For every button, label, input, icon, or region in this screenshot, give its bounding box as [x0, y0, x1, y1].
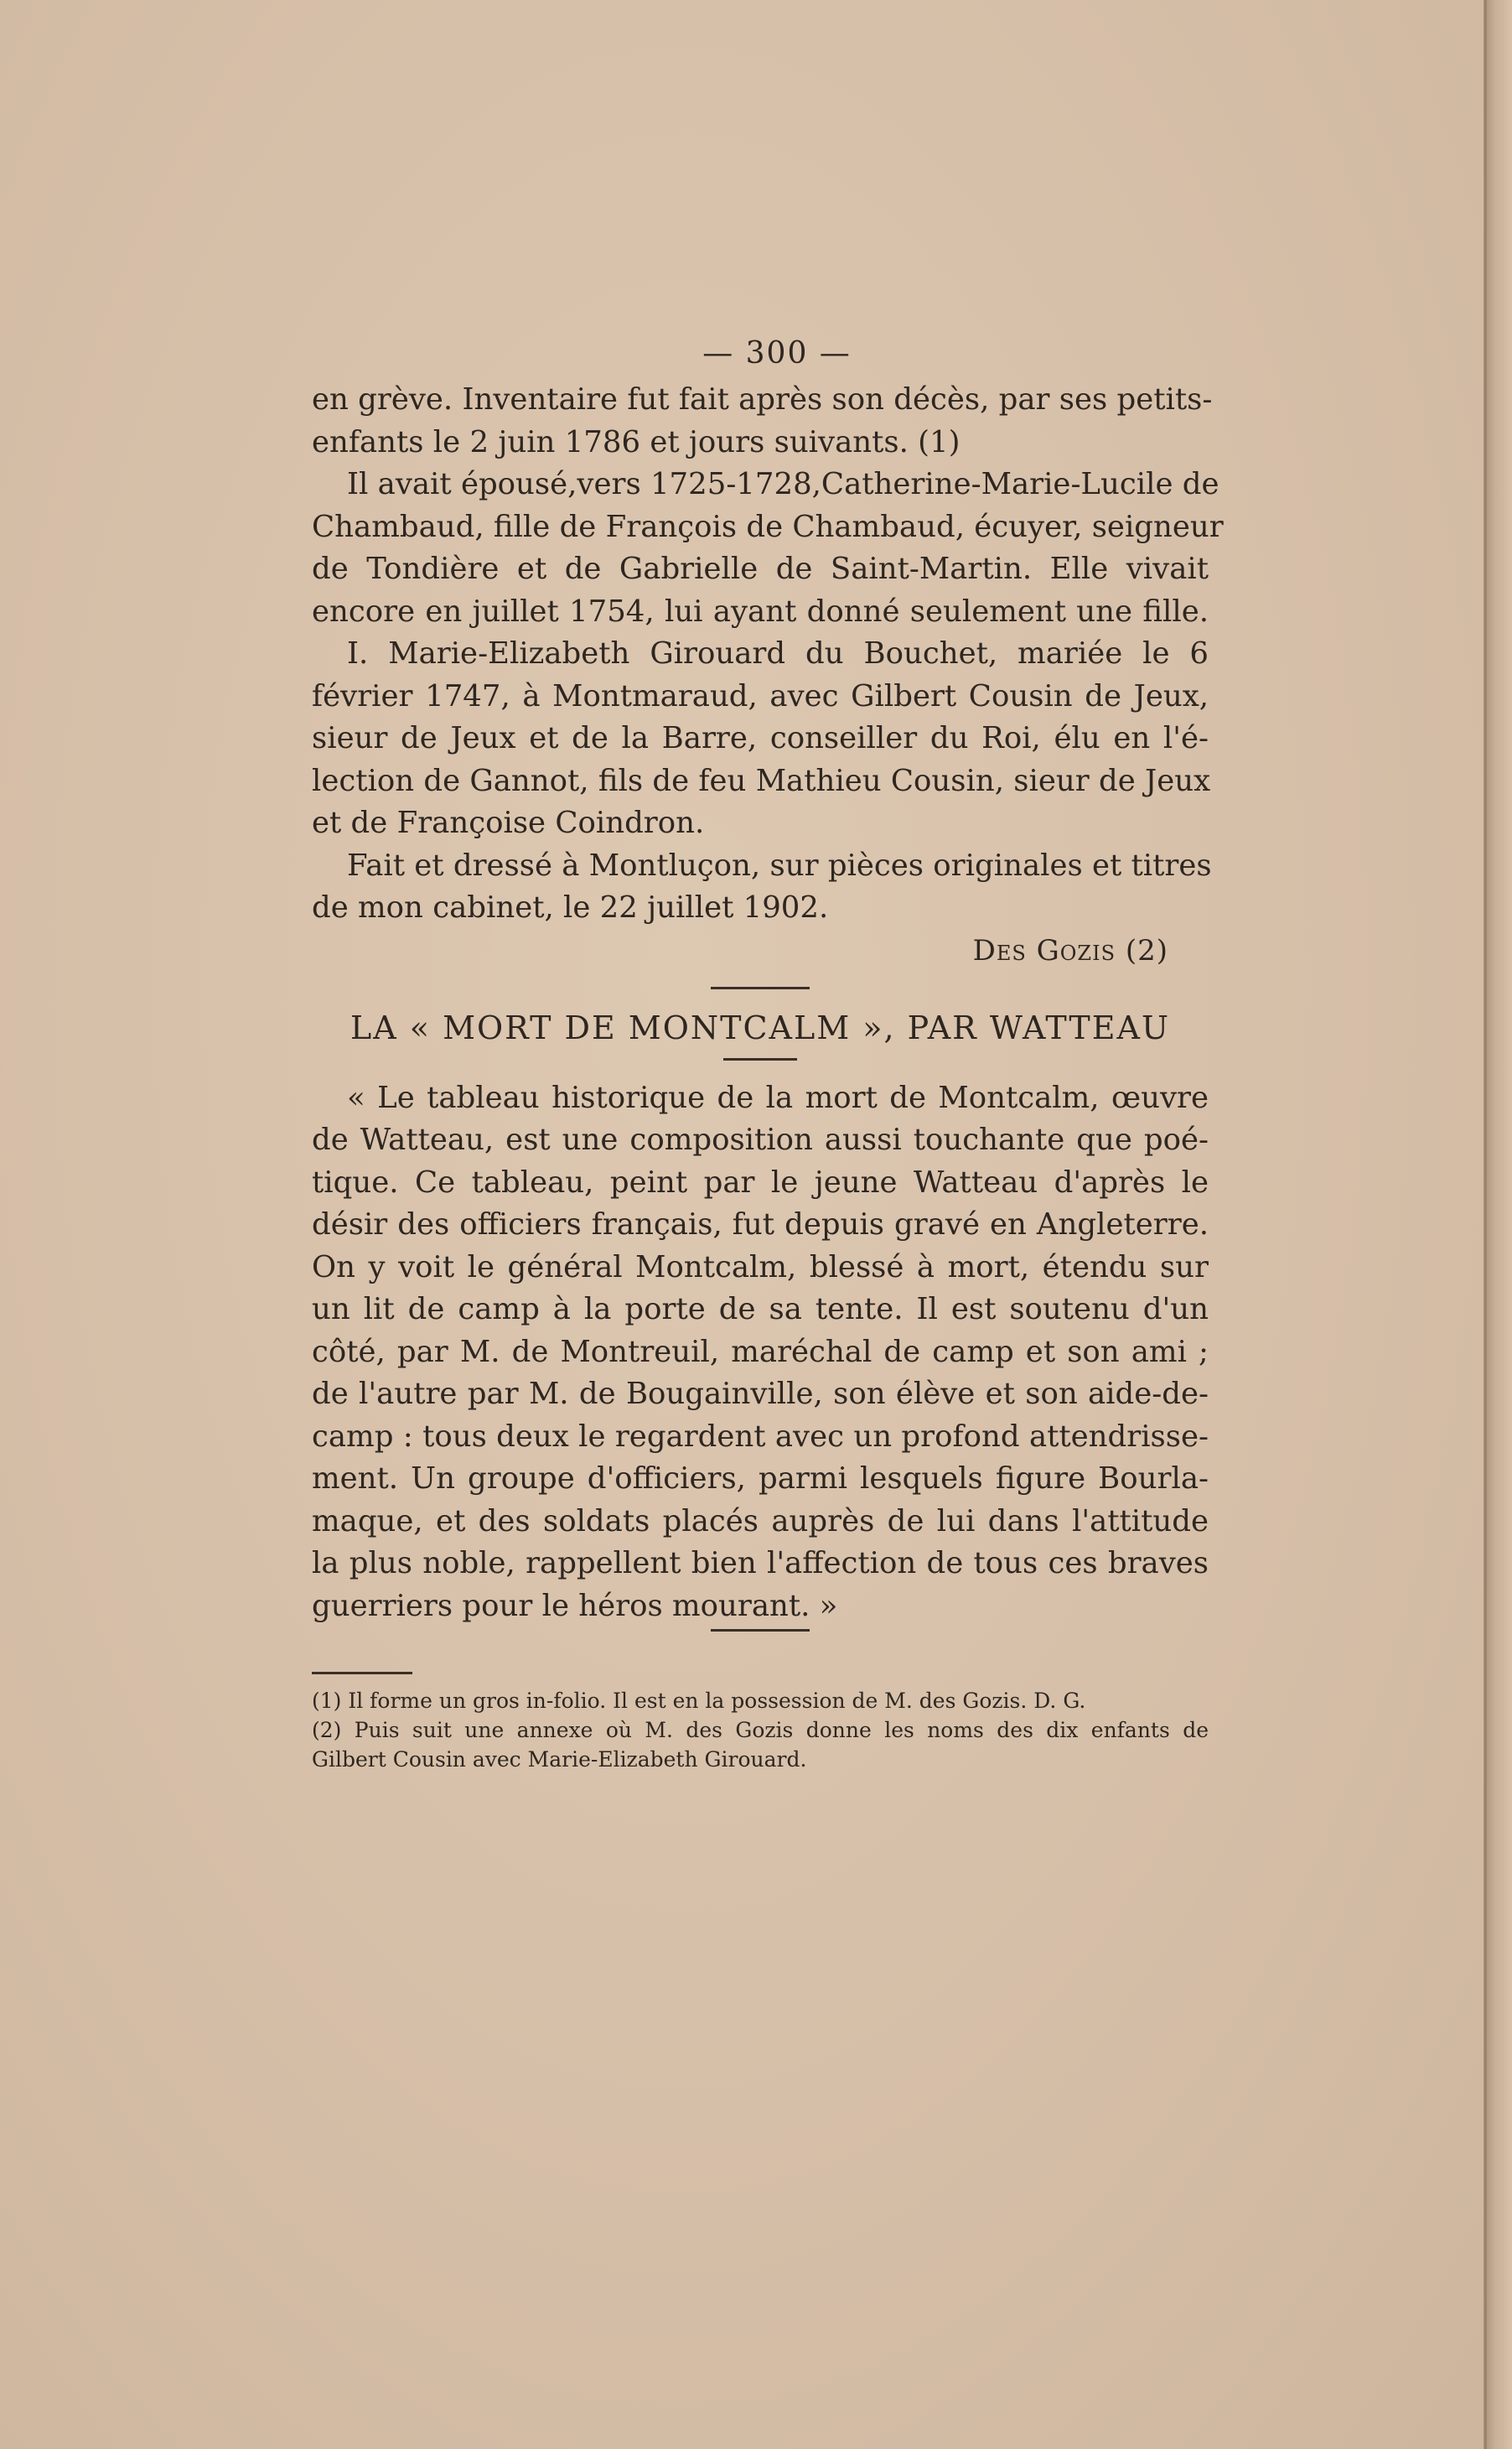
section-heading: LA « MORT DE MONTCALM », PAR WATTEAU [350, 1009, 1170, 1046]
text-line: désir des officiers français, fut depuis gravé en Angleterre. [312, 1207, 1209, 1242]
paragraph-daughter [312, 633, 1209, 845]
page-edge-shadow [1484, 0, 1512, 2449]
end-divider [711, 1629, 810, 1632]
section-divider [711, 987, 810, 989]
text-line: Fait et dressé à Montluçon, sur pièces originales et titres [347, 848, 1212, 883]
text-line: de Watteau, est une composition aussi touchante que poé- [312, 1123, 1209, 1157]
text-line: encore en juillet 1754, lui ayant donné seulement une fille. [312, 594, 1209, 629]
text-line: côté, par M. de Montreuil, maréchal de camp et son ami ; [312, 1334, 1209, 1369]
footnote-1: (1) Il forme un gros in-folio. Il est en la possession de M. des Gozis. D. G. [312, 1689, 1086, 1713]
text-block [312, 329, 1224, 1774]
footnotes [312, 1686, 1209, 1774]
text-line: février 1747, à Montmaraud, avec Gilbert Cousin de Jeux, [312, 678, 1209, 713]
text-line: guerriers pour le héros mourant. » [312, 1588, 838, 1623]
footnote-2-continuation: Gilbert Cousin avec Marie-Elizabeth Girouard. [312, 1747, 807, 1772]
footnote-rule [312, 1672, 412, 1674]
text-line: un lit de camp à la porte de sa tente. Il est soutenu d'un [312, 1292, 1209, 1326]
text-line: I. Marie-Elizabeth Girouard du Bouchet, mariée le 6 [347, 636, 1209, 671]
text-line: de Tondière et de Gabrielle de Saint-Martin. Elle vivait [312, 552, 1209, 586]
text-line: Chambaud, fille de François de Chambaud, écuyer, seigneur [312, 509, 1224, 544]
paragraph-marriage [312, 464, 1224, 633]
signature: Des Gozis (2) [972, 933, 1168, 968]
text-line: enfants le 2 juin 1786 et jours suivants. (1) [312, 424, 961, 459]
text-line: ment. Un groupe d'officiers, parmi lesquels figure Bourla- [312, 1461, 1209, 1496]
text-line: lection de Gannot, fils de feu Mathieu Cousin, sieur de Jeux [312, 763, 1211, 798]
text-line: en grève. Inventaire fut fait après son décès, par ses petits- [312, 382, 1213, 417]
text-line: et de Françoise Coindron. [312, 806, 705, 840]
paragraph-inventory [312, 379, 1213, 464]
text-line: tique. Ce tableau, peint par le jeune Watteau d'après le [312, 1165, 1209, 1200]
text-line: sieur de Jeux et de la Barre, conseiller du Roi, élu en l'é- [312, 721, 1209, 755]
paragraph-attestation [312, 845, 1212, 930]
text-line: la plus noble, rappellent bien l'affection de tous ces braves [312, 1546, 1209, 1580]
footnote-2: (2) Puis suit une annexe où M. des Gozis donne les noms des dix enfants de [312, 1718, 1209, 1742]
heading-underline [723, 1058, 797, 1061]
text-line: de mon cabinet, le 22 juillet 1902. [312, 890, 829, 925]
text-line: On y voit le général Montcalm, blessé à mort, étendu sur [312, 1249, 1209, 1284]
text-line: « Le tableau historique de la mort de Montcalm, œuvre [347, 1080, 1209, 1115]
paragraph-montcalm [312, 1077, 1209, 1628]
page-number: — 300 — [702, 336, 852, 371]
text-line: maque, et des soldats placés auprès de lui dans l'attitude [312, 1503, 1209, 1538]
text-line: de l'autre par M. de Bougainville, son élève et son aide-de- [312, 1377, 1209, 1411]
text-line: camp : tous deux le regardent avec un profond attendrisse- [312, 1419, 1209, 1454]
text-line: Il avait épousé,vers 1725-1728,Catherine-Marie-Lucile de [347, 467, 1219, 501]
page-edge-line [1484, 0, 1487, 2449]
